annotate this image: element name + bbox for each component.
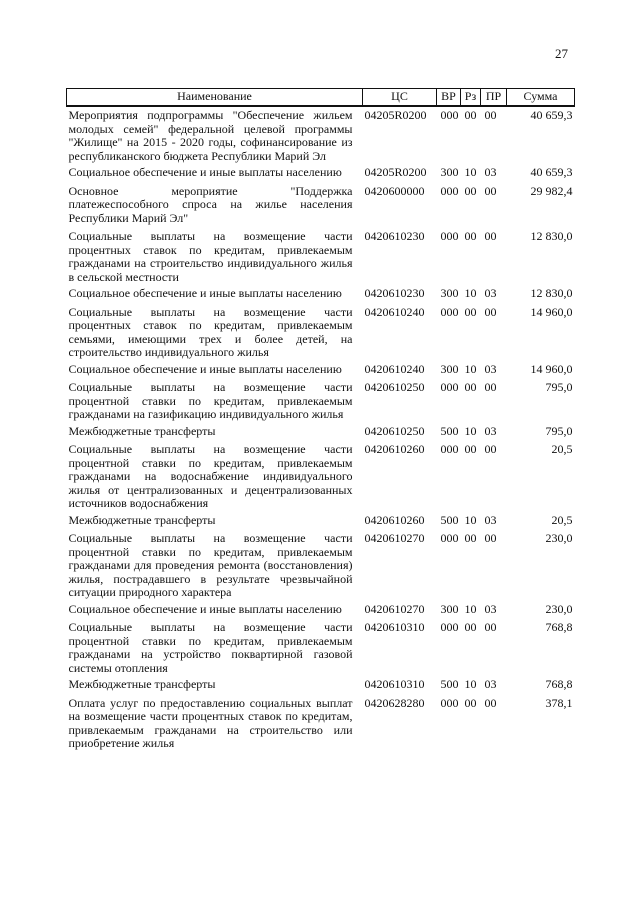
cell-cs: 0420610240 <box>364 361 425 376</box>
cell-rz: 00 <box>464 229 477 243</box>
cell-name: Социальные выплаты на возмещение части процентной ставки по кредитам, привлекаемым гражданами для проведения ремонта (восстановления) жилья, пострадавшего в результате чрезвычайной ситуации природного характера <box>68 531 353 599</box>
cell-cs: 0420610250 <box>364 380 425 394</box>
cell-name: Межбюджетные трансферты <box>68 423 216 438</box>
table-row <box>67 106 575 164</box>
page-number: 27 <box>555 46 568 61</box>
cell-pr: 00 <box>484 442 497 456</box>
cell-pr: 00 <box>484 531 497 545</box>
cell-vr: 500 <box>440 423 459 438</box>
cell-sum: 29 982,4 <box>530 183 573 198</box>
cell-name: Социальные выплаты на возмещение части процентных ставок по кредитам, привлекаемым семьями, имеющими трех и более детей, на строительство индивидуального жилья <box>68 304 353 359</box>
cell-sum: 40 659,3 <box>530 165 573 179</box>
cell-vr: 000 <box>440 380 459 394</box>
cell-rz: 10 <box>464 423 477 438</box>
header-vr: ВР <box>437 89 461 107</box>
cell-vr: 000 <box>440 229 459 243</box>
cell-cs: 04205R0200 <box>364 108 427 122</box>
cell-rz: 00 <box>464 108 477 122</box>
cell-pr: 00 <box>484 229 497 243</box>
cell-rz: 10 <box>464 601 477 616</box>
table-row <box>67 423 575 440</box>
cell-pr: 03 <box>484 512 497 527</box>
table-row <box>67 285 575 302</box>
cell-cs: 0420610230 <box>364 286 425 300</box>
cell-sum: 768,8 <box>545 620 573 634</box>
header-pr: ПР <box>481 89 507 107</box>
cell-sum: 12 830,0 <box>530 229 573 243</box>
table-row <box>67 164 575 181</box>
header-rz: Рз <box>461 89 481 107</box>
cell-rz: 10 <box>464 677 477 691</box>
cell-cs: 0420610270 <box>364 601 425 616</box>
cell-sum: 378,1 <box>545 695 573 710</box>
cell-sum: 40 659,3 <box>530 108 573 122</box>
cell-cs: 0420610240 <box>364 304 425 319</box>
table-row <box>67 617 575 676</box>
cell-cs: 0420628280 <box>364 695 425 710</box>
cell-sum: 795,0 <box>545 380 573 394</box>
cell-pr: 00 <box>484 380 497 394</box>
cell-rz: 00 <box>464 620 477 634</box>
cell-pr: 03 <box>484 361 497 376</box>
cell-sum: 20,5 <box>551 442 573 456</box>
table-row <box>67 528 575 601</box>
cell-cs: 04205R0200 <box>364 165 427 179</box>
cell-vr: 000 <box>440 531 459 545</box>
cell-rz: 10 <box>464 286 477 300</box>
table-row <box>67 601 575 618</box>
table-row <box>67 181 575 227</box>
cell-sum: 12 830,0 <box>530 286 573 300</box>
cell-name: Основное мероприятие "Поддержка платежеспособного спроса на жилье населения Республики Марий Эл" <box>68 183 353 225</box>
table-row <box>67 512 575 529</box>
cell-pr: 03 <box>484 677 497 691</box>
table-row <box>67 377 575 423</box>
cell-sum: 768,8 <box>545 677 573 691</box>
budget-table <box>66 88 575 752</box>
cell-name: Оплата услуг по предоставлению социальных выплат на возмещение части процентных ставок по кредитам, привлекаемым гражданами на строительство или приобретение жилья <box>68 695 353 750</box>
cell-pr: 03 <box>484 601 497 616</box>
cell-name: Мероприятия подпрограммы "Обеспечение жильем молодых семей" федеральной целевой программы "Жилище" на 2015 - 2020 годы, софинансирование из республиканского бюджета Республики Марий Эл <box>68 108 353 163</box>
cell-vr: 000 <box>440 620 459 634</box>
header-name: Наименование <box>67 89 363 107</box>
header-sum: Сумма <box>507 89 575 107</box>
table-row <box>67 676 575 693</box>
cell-cs: 0420600000 <box>364 183 425 198</box>
cell-vr: 000 <box>440 695 459 710</box>
cell-vr: 000 <box>440 304 459 319</box>
cell-sum: 230,0 <box>545 531 573 545</box>
table-row <box>67 226 575 285</box>
cell-name: Межбюджетные трансферты <box>68 677 216 691</box>
cell-sum: 230,0 <box>545 601 573 616</box>
table-row <box>67 693 575 752</box>
cell-vr: 000 <box>440 442 459 456</box>
cell-rz: 10 <box>464 361 477 376</box>
cell-pr: 03 <box>484 423 497 438</box>
cell-cs: 0420610310 <box>364 620 425 634</box>
cell-vr: 300 <box>440 601 459 616</box>
cell-pr: 00 <box>484 183 497 198</box>
table-header-row <box>67 89 575 107</box>
cell-cs: 0420610260 <box>364 442 425 456</box>
cell-pr: 00 <box>484 620 497 634</box>
cell-rz: 00 <box>464 695 477 710</box>
cell-sum: 20,5 <box>551 512 573 527</box>
table-row <box>67 302 575 361</box>
cell-rz: 00 <box>464 380 477 394</box>
cell-vr: 300 <box>440 361 459 376</box>
cell-name: Межбюджетные трансферты <box>68 512 216 527</box>
cell-pr: 00 <box>484 695 497 710</box>
cell-cs: 0420610230 <box>364 229 425 243</box>
cell-rz: 00 <box>464 183 477 198</box>
cell-pr: 03 <box>484 165 497 179</box>
cell-vr: 500 <box>440 512 459 527</box>
cell-rz: 10 <box>464 165 477 179</box>
cell-cs: 0420610270 <box>364 531 425 545</box>
cell-sum: 795,0 <box>545 423 573 438</box>
cell-name: Социальные выплаты на возмещение части процентной ставки по кредитам, привлекаемым гражданами на водоснабжение индивидуального жилья от централизованных и децентрализованных источников водоснабжения <box>68 442 353 510</box>
cell-name: Социальное обеспечение и иные выплаты населению <box>68 286 342 300</box>
cell-name: Социальные выплаты на возмещение части процентной ставки по кредитам, привлекаемым гражданами на газификацию индивидуального жилья <box>68 380 353 421</box>
cell-name: Социальное обеспечение и иные выплаты населению <box>68 361 342 376</box>
cell-vr: 000 <box>440 183 459 198</box>
cell-pr: 03 <box>484 286 497 300</box>
cell-rz: 10 <box>464 512 477 527</box>
cell-cs: 0420610310 <box>364 677 425 691</box>
cell-sum: 14 960,0 <box>530 361 573 376</box>
table-row <box>67 439 575 512</box>
cell-pr: 00 <box>484 108 497 122</box>
cell-sum: 14 960,0 <box>530 304 573 319</box>
cell-vr: 300 <box>440 165 459 179</box>
cell-name: Социальные выплаты на возмещение части процентных ставок по кредитам, привлекаемым гражданами на строительство индивидуального жилья в сельской местности <box>68 229 353 284</box>
cell-cs: 0420610250 <box>364 423 425 438</box>
cell-cs: 0420610260 <box>364 512 425 527</box>
cell-rz: 00 <box>464 442 477 456</box>
cell-pr: 00 <box>484 304 497 319</box>
cell-rz: 00 <box>464 304 477 319</box>
cell-name: Социальные выплаты на возмещение части процентной ставки по кредитам, привлекаемым гражданами на устройство поквартирной газовой системы отопления <box>68 620 353 675</box>
cell-vr: 300 <box>440 286 459 300</box>
cell-name: Социальное обеспечение и иные выплаты населению <box>68 165 342 179</box>
cell-rz: 00 <box>464 531 477 545</box>
table-body <box>67 106 575 752</box>
table-row <box>67 361 575 378</box>
header-cs: ЦС <box>363 89 437 107</box>
cell-vr: 500 <box>440 677 459 691</box>
cell-name: Социальное обеспечение и иные выплаты населению <box>68 601 342 616</box>
cell-vr: 000 <box>440 108 459 122</box>
